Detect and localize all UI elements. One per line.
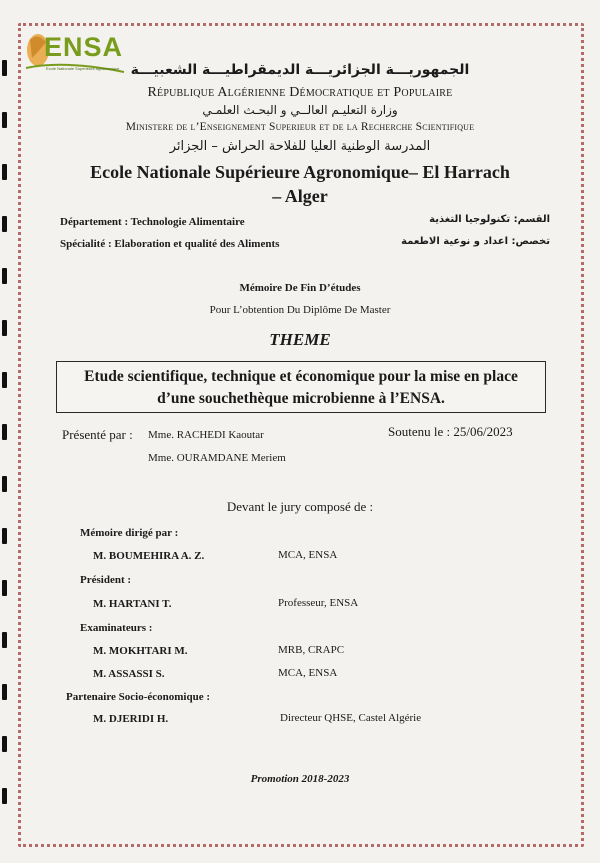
student-2: Mme. OURAMDANE Meriem [148, 452, 286, 464]
republic-french: République Algérienne Démocratique et Populaire [147, 85, 453, 100]
presented-by-label: Présenté par : [62, 427, 133, 442]
school-title: Ecole Nationale Supérieure Agronomique– El Harrach – Alger [90, 162, 510, 206]
school-arabic: المدرسة الوطنية العليا للفلاحة الحراش – الجزائر [169, 139, 431, 154]
speciality-arabic: تخصص: اعداد و نوعية الاطعمة [401, 236, 550, 247]
partner-role: Directeur QHSE, Castel Algérie [280, 712, 422, 724]
department-arabic: القسم: تكنولوجيا التغذية [429, 214, 550, 225]
obtention-text: Pour L’obtention Du Diplôme De Master [209, 304, 391, 316]
director-name: M. BOUMEHIRA A. Z. [93, 550, 205, 562]
examiners-label: Examinateurs : [80, 622, 153, 634]
president-label: Président : [80, 574, 132, 586]
president-role: Professeur, ENSA [278, 597, 359, 609]
republic-arabic: الجمهوريـــة الجزائريـــة الديمقراطيـــة الشعبيـــة [130, 62, 470, 78]
theme-heading: THEME [269, 330, 331, 349]
speciality-label: Spécialité : Elaboration et qualité des Aliments [60, 238, 280, 250]
ministry-arabic: وزارة التعليـم العالــي و البحـث العلمـي [202, 103, 398, 117]
director-label: Mémoire dirigé par : [80, 527, 179, 539]
student-1: Mme. RACHEDI Kaoutar [148, 429, 264, 441]
theme-line-1: Etude scientifique, technique et économique pour la mise en place [84, 368, 518, 385]
logo-subtitle: Ecole Nationale Supérieure Agronomique [46, 66, 120, 71]
department-label: Département : Technologie Alimentaire [60, 216, 245, 228]
promotion: Promotion 2018-2023 [250, 773, 350, 785]
examiner-1-role: MRB, CRAPC [278, 644, 345, 656]
partner-name: M. DJERIDI H. [93, 713, 169, 725]
examiner-2-role: MCA, ENSA [278, 667, 338, 679]
president-name: M. HARTANI T. [93, 598, 172, 610]
examiner-2-name: M. ASSASSI S. [93, 668, 165, 680]
memoire-title: Mémoire De Fin D’études [239, 282, 361, 294]
examiner-1-name: M. MOKHTARI M. [93, 645, 188, 657]
defense-date: Soutenu le : 25/06/2023 [388, 424, 513, 439]
director-role: MCA, ENSA [278, 549, 338, 561]
spiral-binding [2, 60, 10, 860]
logo-text: ENSA [44, 32, 124, 62]
theme-box [56, 361, 546, 413]
jury-intro: Devant le jury composé de : [226, 499, 374, 514]
partner-label: Partenaire Socio-économique : [66, 691, 210, 703]
ministry-french: Ministere de l’Enseignement Superieur et de la Recherche Scientifique [125, 121, 475, 133]
theme-line-2: d’une souchethèque microbienne à l’ENSA. [157, 390, 445, 407]
